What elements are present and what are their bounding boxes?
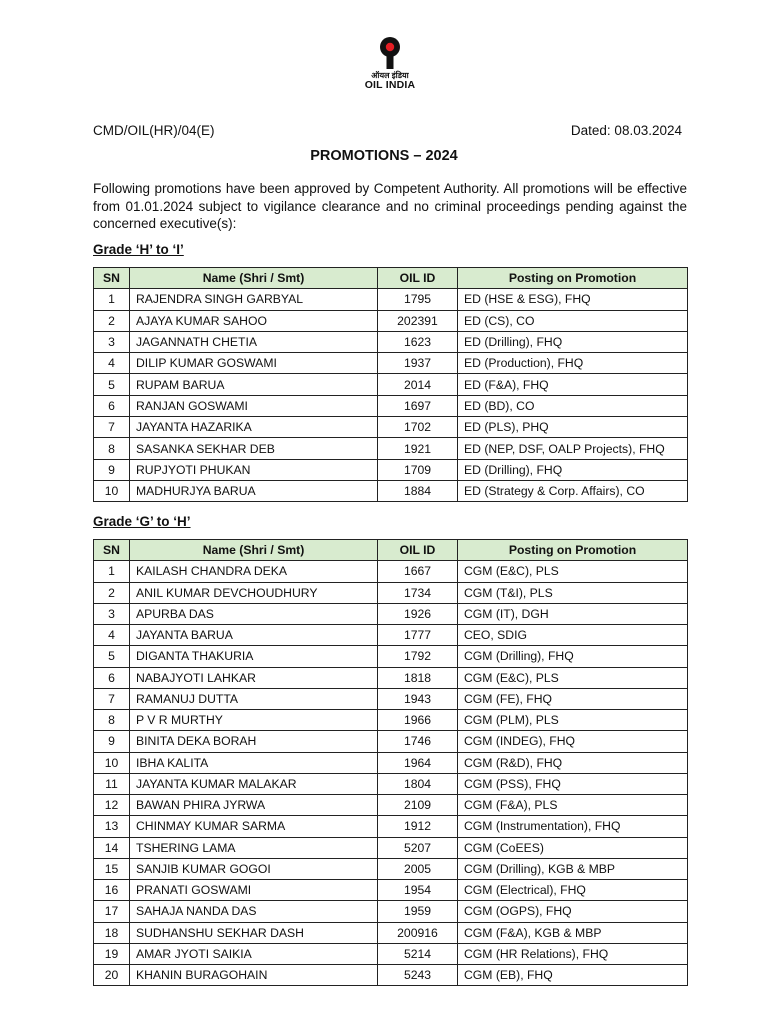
table-row <box>94 353 688 374</box>
cell-posting: ED (HSE & ESG), FHQ <box>458 289 688 310</box>
table-row <box>94 582 688 603</box>
promotion-table-grade-g-to-h <box>93 539 688 986</box>
column-header-posting: Posting on Promotion <box>458 540 688 561</box>
cell-oil-id: 1709 <box>378 459 458 480</box>
cell-oil-id: 1966 <box>378 710 458 731</box>
cell-name: KHANIN BURAGOHAIN <box>130 965 378 986</box>
cell-sn: 10 <box>94 480 130 501</box>
cell-oil-id: 1943 <box>378 688 458 709</box>
cell-name: JAYANTA KUMAR MALAKAR <box>130 773 378 794</box>
cell-oil-id: 1746 <box>378 731 458 752</box>
cell-oil-id: 1937 <box>378 353 458 374</box>
cell-sn: 18 <box>94 922 130 943</box>
cell-sn: 5 <box>94 646 130 667</box>
table-row <box>94 561 688 582</box>
cell-oil-id: 1818 <box>378 667 458 688</box>
table-row <box>94 773 688 794</box>
logo-hindi-text: ऑयल इंडिया <box>371 71 409 80</box>
cell-oil-id: 1667 <box>378 561 458 582</box>
cell-oil-id: 1777 <box>378 625 458 646</box>
cell-name: BAWAN PHIRA JYRWA <box>130 795 378 816</box>
cell-name: BINITA DEKA BORAH <box>130 731 378 752</box>
cell-sn: 6 <box>94 395 130 416</box>
table-row <box>94 752 688 773</box>
cell-name: RAJENDRA SINGH GARBYAL <box>130 289 378 310</box>
cell-sn: 1 <box>94 289 130 310</box>
cell-sn: 3 <box>94 603 130 624</box>
cell-oil-id: 1623 <box>378 331 458 352</box>
cell-sn: 9 <box>94 459 130 480</box>
cell-sn: 19 <box>94 943 130 964</box>
cell-name: JAYANTA HAZARIKA <box>130 417 378 438</box>
table-row <box>94 459 688 480</box>
page-title: PROMOTIONS – 2024 <box>310 148 458 164</box>
cell-name: AJAYA KUMAR SAHOO <box>130 310 378 331</box>
intro-paragraph: Following promotions have been approved by Competent Authority. All promotions will be effective from 01.01.2024 subject to vigilance clearance and no criminal proceedings pending against the concerned executive(s): <box>93 181 687 231</box>
cell-name: P V R MURTHY <box>130 710 378 731</box>
cell-name: RUPAM BARUA <box>130 374 378 395</box>
cell-sn: 6 <box>94 667 130 688</box>
table-row <box>94 417 688 438</box>
cell-posting: ED (F&A), FHQ <box>458 374 688 395</box>
cell-oil-id: 1926 <box>378 603 458 624</box>
cell-posting: ED (PLS), PHQ <box>458 417 688 438</box>
cell-sn: 15 <box>94 858 130 879</box>
cell-oil-id: 1884 <box>378 480 458 501</box>
cell-posting: CGM (HR Relations), FHQ <box>458 943 688 964</box>
table-row <box>94 688 688 709</box>
table-row <box>94 289 688 310</box>
table-row <box>94 943 688 964</box>
cell-oil-id: 1792 <box>378 646 458 667</box>
cell-sn: 7 <box>94 417 130 438</box>
table-header-row <box>94 268 688 289</box>
cell-sn: 8 <box>94 438 130 459</box>
cell-name: APURBA DAS <box>130 603 378 624</box>
table-row <box>94 480 688 501</box>
section-heading-grade-h-to-i: Grade ‘H’ to ‘I’ <box>93 242 184 257</box>
cell-oil-id: 1795 <box>378 289 458 310</box>
cell-name: RAMANUJ DUTTA <box>130 688 378 709</box>
cell-name: ANIL KUMAR DEVCHOUDHURY <box>130 582 378 603</box>
cell-name: SUDHANSHU SEKHAR DASH <box>130 922 378 943</box>
table-row <box>94 795 688 816</box>
cell-oil-id: 2109 <box>378 795 458 816</box>
logo-english-text: OIL INDIA <box>364 79 416 91</box>
cell-oil-id: 1702 <box>378 417 458 438</box>
cell-sn: 16 <box>94 880 130 901</box>
cell-sn: 12 <box>94 795 130 816</box>
cell-oil-id: 1912 <box>378 816 458 837</box>
cell-oil-id: 1954 <box>378 880 458 901</box>
cell-posting: ED (BD), CO <box>458 395 688 416</box>
cell-oil-id: 1697 <box>378 395 458 416</box>
cell-name: DIGANTA THAKURIA <box>130 646 378 667</box>
column-header-sn: SN <box>94 268 130 289</box>
cell-posting: CGM (PLM), PLS <box>458 710 688 731</box>
cell-posting: CGM (F&A), PLS <box>458 795 688 816</box>
cell-name: SAHAJA NANDA DAS <box>130 901 378 922</box>
cell-name: RANJAN GOSWAMI <box>130 395 378 416</box>
table-row <box>94 922 688 943</box>
cell-oil-id: 2005 <box>378 858 458 879</box>
cell-name: RUPJYOTI PHUKAN <box>130 459 378 480</box>
table-row <box>94 880 688 901</box>
cell-oil-id: 5207 <box>378 837 458 858</box>
cell-sn: 4 <box>94 625 130 646</box>
cell-posting: CGM (EB), FHQ <box>458 965 688 986</box>
table-row <box>94 965 688 986</box>
cell-oil-id: 1734 <box>378 582 458 603</box>
reference-number: CMD/OIL(HR)/04(E) <box>93 123 215 138</box>
cell-sn: 1 <box>94 561 130 582</box>
section-heading-grade-g-to-h: Grade ‘G’ to ‘H’ <box>93 514 191 529</box>
cell-posting: ED (Drilling), FHQ <box>458 459 688 480</box>
table-row <box>94 395 688 416</box>
cell-posting: CGM (T&I), PLS <box>458 582 688 603</box>
cell-sn: 20 <box>94 965 130 986</box>
cell-name: TSHERING LAMA <box>130 837 378 858</box>
cell-oil-id: 1804 <box>378 773 458 794</box>
cell-posting: CGM (E&C), PLS <box>458 561 688 582</box>
column-header-oil-id: OIL ID <box>378 268 458 289</box>
cell-posting: ED (Production), FHQ <box>458 353 688 374</box>
cell-name: IBHA KALITA <box>130 752 378 773</box>
table-row <box>94 858 688 879</box>
cell-name: NABAJYOTI LAHKAR <box>130 667 378 688</box>
cell-posting: CGM (IT), DGH <box>458 603 688 624</box>
cell-name: SASANKA SEKHAR DEB <box>130 438 378 459</box>
cell-name: KAILASH CHANDRA DEKA <box>130 561 378 582</box>
cell-posting: ED (Drilling), FHQ <box>458 331 688 352</box>
cell-sn: 3 <box>94 331 130 352</box>
column-header-posting: Posting on Promotion <box>458 268 688 289</box>
table-row <box>94 667 688 688</box>
table-row <box>94 710 688 731</box>
cell-oil-id: 1959 <box>378 901 458 922</box>
table-row <box>94 837 688 858</box>
cell-sn: 14 <box>94 837 130 858</box>
oil-drop-logo-icon <box>376 36 404 70</box>
cell-posting: CGM (INDEG), FHQ <box>458 731 688 752</box>
cell-oil-id: 202391 <box>378 310 458 331</box>
column-header-sn: SN <box>94 540 130 561</box>
cell-oil-id: 5214 <box>378 943 458 964</box>
cell-posting: CGM (F&A), KGB & MBP <box>458 922 688 943</box>
cell-sn: 7 <box>94 688 130 709</box>
column-header-name: Name (Shri / Smt) <box>130 268 378 289</box>
cell-sn: 5 <box>94 374 130 395</box>
cell-oil-id: 1921 <box>378 438 458 459</box>
cell-posting: CGM (E&C), PLS <box>458 667 688 688</box>
promotion-table-grade-h-to-i <box>93 267 688 502</box>
cell-name: MADHURJYA BARUA <box>130 480 378 501</box>
column-header-oil-id: OIL ID <box>378 540 458 561</box>
table-row <box>94 331 688 352</box>
table-header-row <box>94 540 688 561</box>
table-row <box>94 310 688 331</box>
cell-posting: ED (CS), CO <box>458 310 688 331</box>
cell-sn: 17 <box>94 901 130 922</box>
cell-name: JAGANNATH CHETIA <box>130 331 378 352</box>
table-row <box>94 625 688 646</box>
cell-posting: CGM (CoEES) <box>458 837 688 858</box>
column-header-name: Name (Shri / Smt) <box>130 540 378 561</box>
cell-posting: CGM (PSS), FHQ <box>458 773 688 794</box>
cell-name: SANJIB KUMAR GOGOI <box>130 858 378 879</box>
cell-name: AMAR JYOTI SAIKIA <box>130 943 378 964</box>
cell-oil-id: 200916 <box>378 922 458 943</box>
cell-sn: 2 <box>94 582 130 603</box>
table-row <box>94 646 688 667</box>
cell-name: CHINMAY KUMAR SARMA <box>130 816 378 837</box>
table-row <box>94 901 688 922</box>
cell-posting: ED (NEP, DSF, OALP Projects), FHQ <box>458 438 688 459</box>
cell-posting: CGM (Instrumentation), FHQ <box>458 816 688 837</box>
cell-name: JAYANTA BARUA <box>130 625 378 646</box>
cell-oil-id: 1964 <box>378 752 458 773</box>
cell-posting: CGM (OGPS), FHQ <box>458 901 688 922</box>
document-date: Dated: 08.03.2024 <box>570 123 682 138</box>
cell-sn: 2 <box>94 310 130 331</box>
cell-sn: 9 <box>94 731 130 752</box>
cell-name: PRANATI GOSWAMI <box>130 880 378 901</box>
table-row <box>94 731 688 752</box>
oil-india-logo <box>362 36 418 102</box>
cell-sn: 13 <box>94 816 130 837</box>
cell-sn: 4 <box>94 353 130 374</box>
cell-posting: CGM (Drilling), KGB & MBP <box>458 858 688 879</box>
cell-oil-id: 5243 <box>378 965 458 986</box>
cell-sn: 11 <box>94 773 130 794</box>
cell-posting: CGM (Drilling), FHQ <box>458 646 688 667</box>
cell-posting: CGM (R&D), FHQ <box>458 752 688 773</box>
cell-posting: ED (Strategy & Corp. Affairs), CO <box>458 480 688 501</box>
table-row <box>94 438 688 459</box>
cell-oil-id: 2014 <box>378 374 458 395</box>
cell-sn: 10 <box>94 752 130 773</box>
cell-name: DILIP KUMAR GOSWAMI <box>130 353 378 374</box>
cell-sn: 8 <box>94 710 130 731</box>
table-row <box>94 374 688 395</box>
cell-posting: CEO, SDIG <box>458 625 688 646</box>
cell-posting: CGM (Electrical), FHQ <box>458 880 688 901</box>
table-row <box>94 816 688 837</box>
cell-posting: CGM (FE), FHQ <box>458 688 688 709</box>
table-row <box>94 603 688 624</box>
